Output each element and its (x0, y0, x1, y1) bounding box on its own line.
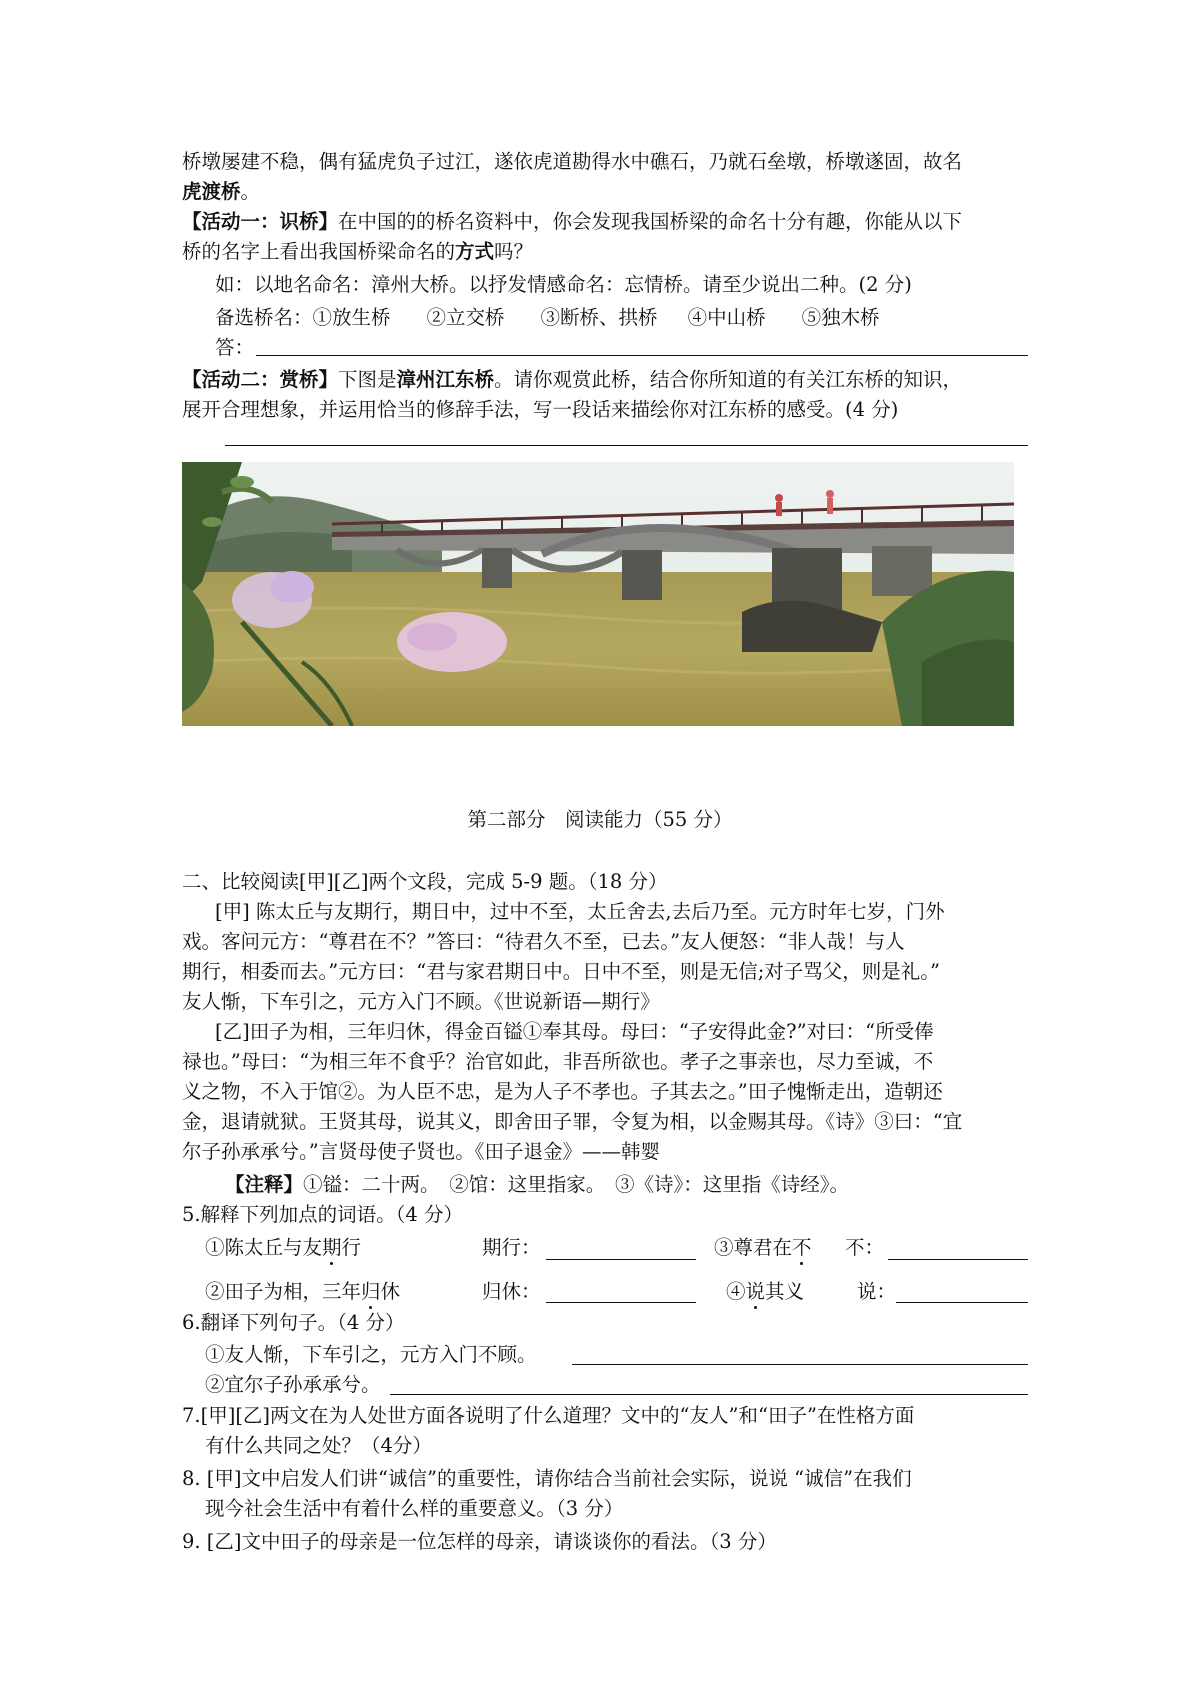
activity1-text-2a: 桥的名字上看出我国桥梁命名的 (182, 240, 456, 263)
activity1-example-text: 如：以地名命名：漳州大桥。以抒发情感命名：忘情桥。请至少说出二种。(2 分) (215, 273, 912, 296)
notes-label: 【注释】 (225, 1173, 304, 1196)
intro-text: 桥墩屡建不稳，偶有猛虎负子过江，遂依虎道勘得水中礁石，乃就石垒墩，桥墩遂固，故名 (182, 150, 963, 173)
q5-item-2 (205, 1276, 400, 1304)
jia-line-2 (182, 927, 1028, 957)
activity2-text-2: 展开合理想象，并运用恰当的修辞手法，写一段话来描绘你对江东桥的感受。(4 分) (182, 398, 899, 421)
bridge-name-hudu: 虎渡桥 (182, 180, 241, 203)
yi-text: 金，退请就狱。王贤其母，说其义，即舍田子罪，令复为相，以金赐其母。《诗》③曰：“宜 (182, 1110, 963, 1133)
q5-answer-1[interactable] (546, 1259, 696, 1260)
option-4: ④中山桥 (687, 306, 766, 329)
option-5: ⑤独木桥 (801, 306, 880, 329)
activity1-text-2c: 吗？ (494, 240, 534, 263)
q9-text: 9. [乙]文中田子的母亲是一位怎样的母亲，请谈谈你的看法。（3 分） (182, 1530, 777, 1553)
intro-line-1 (182, 147, 1028, 177)
dotted-word: 说 (745, 1280, 766, 1303)
q8-text: 现今社会生活中有着什么样的重要意义。（3 分） (205, 1497, 624, 1520)
q5-item-text: 休 (380, 1280, 401, 1303)
jia-line-3 (182, 957, 1028, 987)
q5-item-text: ①陈太丘与友 (205, 1236, 323, 1259)
jia-text: [甲] 陈太丘与友期行，期日中，过中不至，太丘舍去,去后乃至。元方时年七岁，门外 (215, 900, 945, 923)
q5-answer-2[interactable] (546, 1302, 696, 1303)
activity1-line-1 (182, 207, 1028, 237)
intro-end: 。 (240, 180, 261, 203)
q6-stem-text: 6.翻译下列句子。（4 分） (182, 1311, 405, 1334)
q5-label: 不： (845, 1236, 885, 1259)
q5-answer-4[interactable] (896, 1302, 1028, 1303)
q7-line-1 (182, 1401, 1028, 1431)
option-3: ③断桥、拱桥 (540, 306, 658, 329)
notes-text: ①镒：二十两。 ②馆：这里指家。 ③《诗》：这里指《诗经》。 (303, 1173, 850, 1196)
q7-text: 有什么共同之处？（4分） (205, 1434, 432, 1457)
q7-text: 7.[甲][乙]两文在为人处世方面各说明了什么道理？文中的“友人”和“田子”在性格方面 (182, 1404, 915, 1427)
options-label: 备选桥名： (215, 306, 313, 329)
bridge-name-jiangdong: 漳州江东桥 (396, 368, 495, 391)
q5-item-text: ④ (726, 1280, 746, 1303)
activity2-text-1a: 下图是 (338, 368, 397, 391)
option-2: ②立交桥 (426, 306, 505, 329)
q7-line-2 (205, 1431, 1051, 1461)
yi-text: 尔子孙承承兮。”言贤母使子贤也。《田子退金》——韩婴 (182, 1140, 660, 1163)
q6-item-1 (205, 1340, 1051, 1370)
q5-stem-text: 5.解释下列加点的词语。（4 分） (182, 1203, 463, 1226)
jia-line-1 (215, 897, 1061, 927)
q5-item-text: ②田子为相，三年 (205, 1280, 362, 1303)
q6-sentence: ①友人惭，下车引之，元方入门不顾。 (205, 1343, 537, 1366)
notes-line (225, 1170, 1071, 1200)
yi-line-4 (182, 1107, 1028, 1137)
q5-label-1 (482, 1232, 541, 1260)
q5-label-3 (845, 1232, 884, 1260)
answer-label: 答： (215, 336, 255, 359)
yi-line-3 (182, 1077, 1028, 1107)
q6-sentence: ②宜尔子孙承承兮。 (205, 1373, 381, 1396)
section2-heading-text: 二、比较阅读[甲][乙]两个文段，完成 5-9 题。（18 分） (182, 870, 668, 893)
q5-item-text: ③尊君在 (714, 1236, 793, 1259)
q6-answer-1[interactable] (572, 1364, 1028, 1365)
q9-line (182, 1527, 1028, 1557)
q6-stem (182, 1308, 1028, 1338)
jia-line-4 (182, 987, 1028, 1017)
yi-line-5 (182, 1137, 1028, 1167)
intro-line-2 (182, 177, 1028, 207)
yi-text: [乙]田子为相，三年归休，得金百镒①奉其母。母曰：“子安得此金?”对曰：“所受俸 (215, 1020, 934, 1043)
yi-text: 禄也。”母曰：“为相三年不食乎？治官如此，非吾所欲也。孝子之事亲也，尽力至诚，不 (182, 1050, 934, 1073)
q8-line-1 (182, 1464, 1028, 1494)
activity1-label: 【活动一：识桥】 (182, 210, 339, 233)
q5-label: 说： (857, 1280, 897, 1303)
yi-line-1 (215, 1017, 1061, 1047)
part2-title: 第二部分 阅读能力（55 分） (467, 808, 733, 831)
q5-item-4 (726, 1276, 804, 1304)
q5-label: 归休： (482, 1280, 541, 1303)
section2-heading (182, 867, 1028, 897)
activity2-text-1c: 。请你观赏此桥，结合你所知道的有关江东桥的知识， (494, 368, 963, 391)
dotted-word: 期 (322, 1236, 342, 1259)
q5-label-4 (857, 1276, 896, 1304)
activity1-line-2 (182, 237, 1028, 267)
activity1-keyword: 方式 (455, 240, 495, 263)
q8-line-2 (205, 1494, 1051, 1524)
q6-item-2 (205, 1370, 1051, 1400)
yi-text: 义之物，不入于馆②。为人臣不忠，是为人子不孝也。子其去之。”田子愧惭走出，造朝还 (182, 1080, 943, 1103)
jia-text: 戏。客问元方：“尊君在不？”答曰：“待君久不至，已去。”友人便怒：“非人哉！与人 (182, 930, 905, 953)
activity1-example (215, 270, 1061, 300)
yi-line-2 (182, 1047, 1028, 1077)
q5-label: 期行： (482, 1236, 541, 1259)
jia-text: 友人惭，下车引之，元方入门不顾。《世说新语—期行》 (182, 990, 660, 1013)
activity1-options (215, 303, 1061, 333)
q8-text: 8. [甲]文中启发人们讲“诚信”的重要性，请你结合当前社会实际，说说 “诚信”在我们 (182, 1467, 912, 1490)
q5-item-text: 行 (341, 1236, 362, 1259)
q5-label-2 (482, 1276, 541, 1304)
answer-row (215, 333, 1061, 363)
answer-line[interactable] (256, 355, 1028, 356)
q5-item-3 (714, 1232, 812, 1260)
activity2-line-1 (182, 365, 1028, 395)
activity2-label: 【活动二：赏桥】 (182, 368, 339, 391)
bridge-photo (182, 462, 1014, 726)
jiangdong-bridge-image (182, 462, 1014, 726)
q5-stem (182, 1200, 1028, 1230)
dotted-word: 不 (792, 1236, 812, 1259)
dotted-word: 归 (361, 1280, 381, 1303)
activity2-line-2 (182, 395, 1028, 425)
jia-text: 期行，相委而去。”元方曰：“君与家君期日中。日中不至，则是无信;对子骂父，则是礼。” (182, 960, 940, 983)
q6-answer-2[interactable] (390, 1394, 1028, 1395)
q5-answer-3[interactable] (888, 1259, 1028, 1260)
activity1-text-1: 在中国的的桥名资料中，你会发现我国桥梁的命名十分有趣，你能从以下 (338, 210, 963, 233)
option-1: ①放生桥 (312, 306, 391, 329)
q5-item-text: 其义 (765, 1280, 805, 1303)
activity2-answer-line[interactable] (225, 445, 1028, 446)
q5-item-1 (205, 1232, 361, 1260)
